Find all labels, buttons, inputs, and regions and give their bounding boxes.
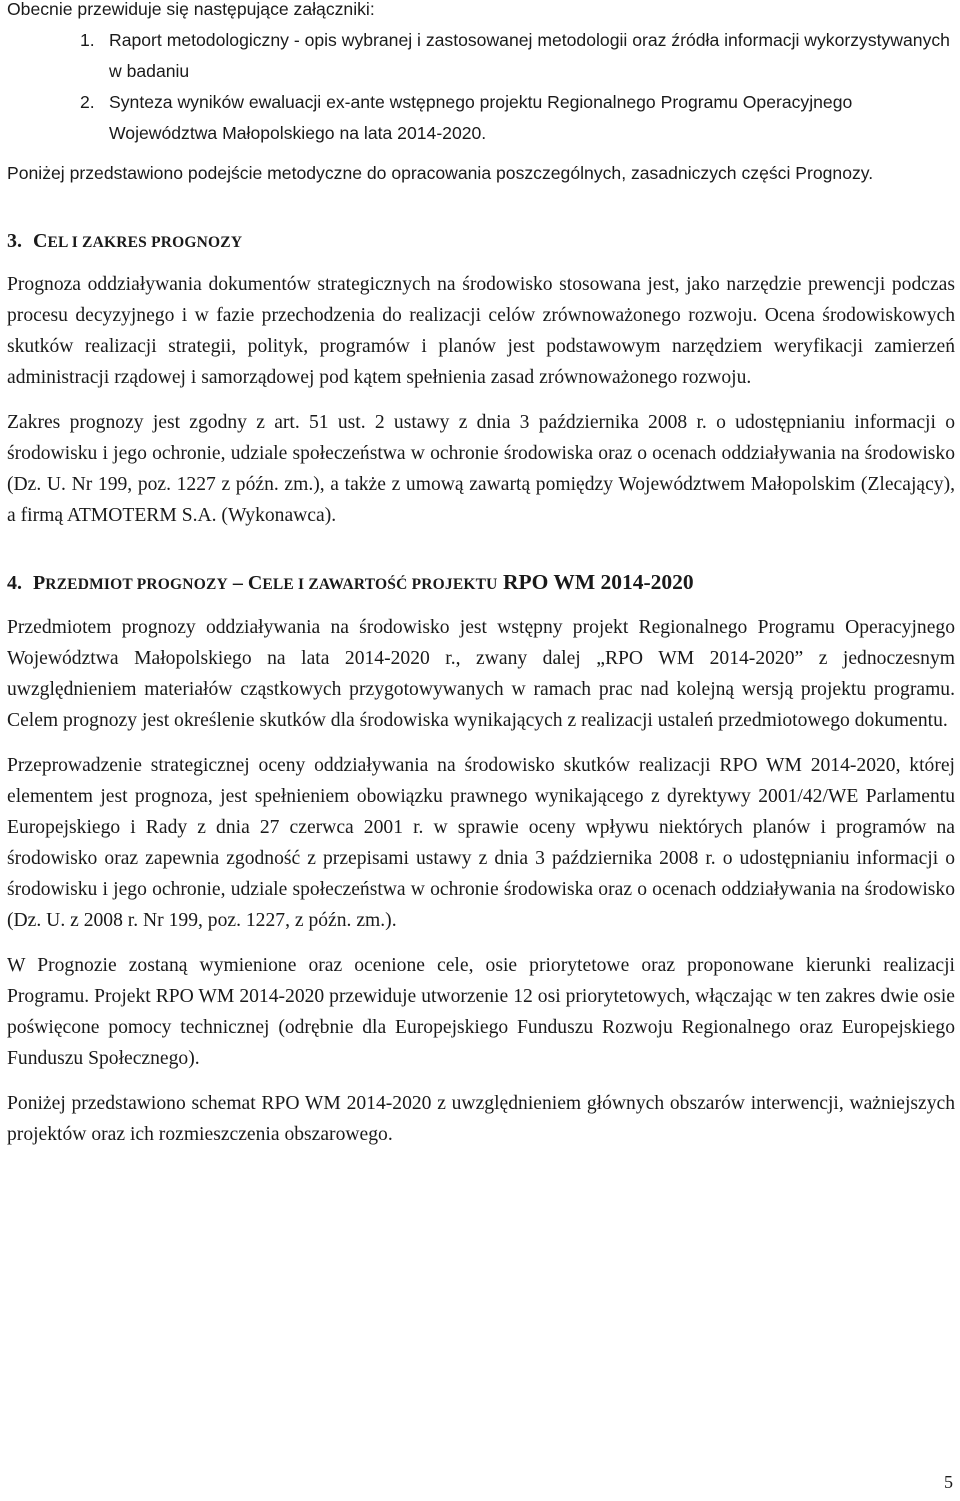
section-3-number: 3. bbox=[7, 230, 22, 252]
section-4-paragraph: Przedmiotem prognozy oddziaływania na środowisko jest wstępny projekt Regionalnego Programu Operacyjnego Województwa Małopolskiego na lata 2014-2020 r., zwany dalej „RPO WM 2014-2020” z jednoczesnym uwzględnieniem materiałów cząstkowych przygotowywanych w ramach prac nad kolejną wersją projektu programu. Celem prognozy jest określenie skutków dla środowiska wynikających z realizacji ustaleń przedmiotowego dokumentu. bbox=[7, 617, 955, 731]
section-3-paragraph: Prognoza oddziaływania dokumentów strategicznych na środowisko stosowana jest, jako narzędzie prewencji podczas procesu decyzyjnego i w fazie przechodzenia do realizacji celów zrównoważonego rozwoju. Ocena środowiskowych skutków realizacji strategii, polityk, programów i planów jest podstawowym narzędziem weryfikacji zamierzeń administracji rządowej i samorządowej pod kątem spełnienia zasad zrównoważonego rozwoju. bbox=[7, 274, 955, 388]
list-item bbox=[7, 25, 955, 87]
section-3-heading bbox=[7, 226, 955, 258]
below-text: Poniżej przedstawiono podejście metodyczne do opracowania poszczególnych, zasadniczych części Prognozy. bbox=[7, 163, 874, 183]
section-4-number: 4. bbox=[7, 572, 22, 594]
list-item-text: Raport metodologiczny - opis wybranej i zastosowanej metodologii oraz źródła informacji wykorzystywanych w badaniu bbox=[109, 30, 950, 81]
section-3-title: EL I ZAKRES PROGNOZY bbox=[47, 234, 243, 251]
section-4-heading bbox=[7, 567, 955, 600]
intro-text: Obecnie przewiduje się następujące załączniki: bbox=[7, 0, 375, 19]
section-3-title-initial: C bbox=[33, 230, 48, 252]
document-page bbox=[7, 0, 955, 1159]
page-number: 5 bbox=[944, 1472, 953, 1492]
section-4-title-initial: P bbox=[33, 572, 46, 594]
attachments-list bbox=[7, 25, 955, 149]
list-item-number: 2. bbox=[80, 92, 95, 112]
section-4-paragraph: Poniżej przedstawiono schemat RPO WM 2014-2020 z uwzględnieniem głównych obszarów interwencji, ważniejszych projektów oraz ich rozmieszczenia obszarowego. bbox=[7, 1093, 955, 1145]
section-4-title-part1: RZEDMIOT PROGNOZY bbox=[45, 576, 228, 593]
list-item-number: 1. bbox=[80, 30, 95, 50]
section-4-title-dash: – bbox=[227, 572, 248, 594]
list-item bbox=[7, 87, 955, 149]
section-3-paragraph: Zakres prognozy jest zgodny z art. 51 ust. 2 ustawy z dnia 3 października 2008 r. o udostępnianiu informacji o środowisku i jego ochronie, udziale społeczeństwa w ochronie środowiska oraz o ocenach oddziaływania na środowisko (Dz. U. Nr 199, poz. 1227 z późn. zm.), a także z umową zawartą pomiędzy Województwem Małopolskim (Zlecający), a firmą ATMOTERM S.A. (Wykonawca). bbox=[7, 412, 955, 526]
section-4-title-part2: ELE I ZAWARTOŚĆ PROJEKTU bbox=[262, 576, 498, 593]
section-4-title-initial-2: C bbox=[247, 572, 263, 594]
section-4-paragraph: Przeprowadzenie strategicznej oceny oddziaływania na środowisko skutków realizacji RPO WM 2014-2020, której elementem jest prognoza, jest spełnieniem obowiązku prawnego wynikającego z dyrektywy 2001/42/WE Parlamentu Europejskiego i Rady z dnia 27 czerwca 2001 r. w sprawie oceny wpływu niektórych planów i programów na środowisko oraz zapewnia zgodność z przepisami ustawy z dnia 3 października 2008 r. o udostępnianiu informacji o środowisku i jego ochronie, udziale społeczeństwa w ochronie środowiska oraz o ocenach oddziaływania na środowisko (Dz. U. z 2008 r. Nr 199, poz. 1227, z późn. zm.). bbox=[7, 755, 955, 931]
list-item-text: Synteza wyników ewaluacji ex-ante wstępnego projektu Regionalnego Programu Operacyjnego Województwa Małopolskiego na lata 2014-2020. bbox=[109, 92, 853, 143]
section-4-title-part3: RPO WM 2014-2020 bbox=[497, 570, 694, 594]
section-4-paragraph: W Prognozie zostaną wymienione oraz ocenione cele, osie priorytetowe oraz proponowane kierunki realizacji Programu. Projekt RPO WM 2014-2020 przewiduje utworzenie 12 osi priorytetowych, włączając w ten zakres dwie osie poświęcone pomocy technicznej (odrębnie dla Europejskiego Funduszu Rozwoju Regionalnego oraz Europejskiego Funduszu Społecznego). bbox=[7, 955, 955, 1069]
